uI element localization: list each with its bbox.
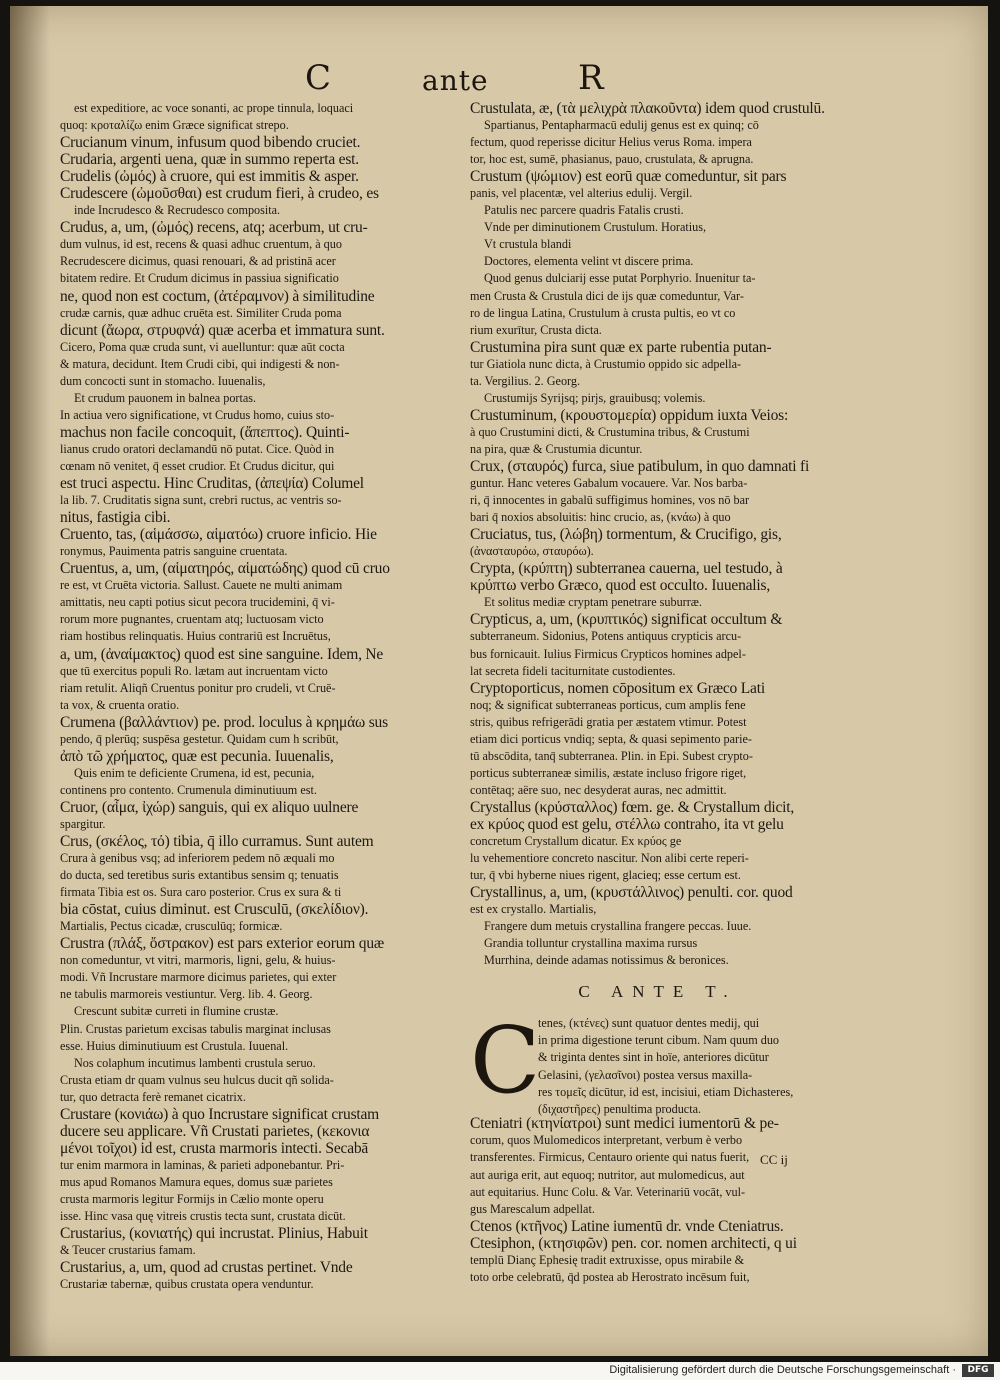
- entry-headword-line: Crystallus (κρύσταλλος) fœm. ge. & Crystallum dicit,: [470, 798, 795, 816]
- text-line: Frangere dum metuis crystallina frangere peccas. Iuue.: [484, 919, 752, 934]
- text-line: do ducta, sed teretibus suris extantibus sensim q; tenuatis: [60, 868, 339, 883]
- footer-text: Digitalisierung gefördert durch die Deutsche Forschungsgemeinschaft ·: [609, 1364, 956, 1376]
- entry-headword-line: Crustarius, a, um, quod ad crustas pertinet. Vnde: [60, 1259, 353, 1277]
- text-line: tur, quo detracta ferè remanet cicatrix.: [60, 1089, 246, 1104]
- text-line: Crura à genibus vsq; ad inferiorem pedem nō æquali mo: [60, 851, 335, 866]
- entry-headword-line: Crustum (ψώμιον) est eorū quæ comeduntur, sit pars: [470, 168, 787, 186]
- text-line: ri, q̄ innocentes in gabalū suffigimus homines, vos nō bar: [470, 493, 750, 508]
- text-line: subterraneum. Sidonius, Potens antiquus crypticis arcu-: [470, 629, 742, 644]
- text-line: in prima digestione terunt cibum. Nam quum duo: [538, 1033, 780, 1048]
- entry-headword-line: ducere seu applicare. Vñ Crustati parietes, (κεκονια: [60, 1122, 370, 1140]
- text-line: Vnde per diminutionem Crustulum. Horatius,: [484, 220, 707, 235]
- text-line: que tū exercitus populi Ro. lætam aut incruentam victo: [60, 663, 328, 678]
- entry-headword-line: Crustuminum, (κρουστομερία) oppidum iuxta Veios:: [470, 406, 789, 424]
- entry-headword-line: Crudus, a, um, (ὠμός) recens, atq; acerbum, ut cru-: [60, 219, 368, 237]
- entry-headword-line: Cruor, (αἷμα, ἰχώρ) sanguis, qui ex aliquo uulnere: [60, 798, 359, 816]
- text-line: (διχαστῆρες) penultima producta.: [538, 1101, 702, 1116]
- text-line: re est, vt Cruēta victoria. Sallust. Cauete ne multi animam: [60, 578, 343, 593]
- footer-bar: [0, 1362, 1000, 1380]
- text-line: rorum more pugnantes, cruentam atq; luctuosam victo: [60, 612, 324, 627]
- text-line: pendo, q̄ plerūq; suspēsa gestetur. Quidam cum h scribūt,: [60, 731, 339, 746]
- entry-headword-line: μένοι τοῖχοι) id est, crusta marmoris intecti. Secabā: [60, 1139, 369, 1157]
- entry-headword-line: Cteniatri (κτηνίατροι) sunt medici iumentorū & pe-: [470, 1115, 779, 1133]
- text-line: cœnam nō venitet, q̄ esset crudior. Et Crudus dicitur, qui: [60, 458, 335, 473]
- entry-headword-line: Cruciatus, tus, (λώβη) tormentum, & Crucifigo, gis,: [470, 526, 782, 544]
- text-line: bari q̄ noxios absoluitis: hinc crucio, as, (κνάω) à quo: [470, 510, 731, 525]
- text-line: gus Marescalum adpellat.: [470, 1201, 595, 1216]
- drop-cap: C: [470, 1007, 541, 1115]
- entry-headword-line: Crustarius, (κονιατής) qui incrustat. Plinius, Habuit: [60, 1225, 368, 1243]
- entry-headword-line: κρύπτω verbo Græco, quod est occulto. Iuuenalis,: [470, 577, 771, 595]
- entry-headword-line: Crypta, (κρύπτη) subterranea cauerna, uel testudo, à: [470, 560, 783, 578]
- text-line: stris, quibus refrigerādi gratia per æstatem vtimur. Potest: [470, 714, 747, 729]
- text-line: Martialis, Pectus cicadæ, crusculūq; formicæ.: [60, 919, 283, 934]
- text-line: bus fornicauit. Iulius Firmicus Crypticos homines adpel-: [470, 646, 746, 661]
- entry-headword-line: Crus, (σκέλος, τό) tibia, q̄ illo curramus. Sunt autem: [60, 833, 374, 851]
- left-column: [60, 100, 468, 1293]
- text-line: tū abscōdita, tanq̄ subterranea. Plin. in Epi. Subest crypto-: [470, 748, 753, 763]
- text-line: spargitur.: [60, 816, 106, 831]
- text-line: concretum Crystallum dicatur. Ex κρύος ge: [470, 834, 682, 849]
- text-line: inde Incrudesco & Recrudesco composita.: [74, 203, 281, 218]
- text-line: men Crusta & Crustula dici de ijs quæ comeduntur, Var-: [470, 288, 744, 303]
- text-line: ronymus, Pauimenta patris sanguine cruentata.: [60, 544, 288, 559]
- entry-headword-line: ex κρύος quod est gelu, στέλλω contraho, ita vt gelu: [470, 815, 784, 833]
- text-line: guntur. Hanc veteres Gabalum vocauere. Var. Nos barba-: [470, 476, 748, 491]
- text-line: contētaq; aëre suo, nec desyderat auras, nec admittit.: [470, 782, 727, 797]
- text-line: la lib. 7. Cruditatis signa sunt, crebri ructus, ac ventris so-: [60, 493, 342, 508]
- text-line: & Teucer crustarius famam.: [60, 1243, 196, 1258]
- right-column: [470, 100, 845, 1286]
- right-column-entries-bottom: [470, 1115, 845, 1285]
- text-line: modi. Vñ Incrustare marmore dicimus parietes, qui exter: [60, 970, 337, 985]
- text-line: est expeditiore, ac voce sonanti, ac prope tinnula, loquaci: [74, 101, 354, 115]
- running-head-left: C: [305, 58, 333, 98]
- entry-headword-line: Crystallinus, a, um, (κρυστάλλινος) penulti. cor. quod: [470, 884, 793, 902]
- text-line: (ἀνασταυρόω, σταυρόω).: [470, 544, 594, 559]
- text-line: amittatis, neu capti potius sicut pecora trucidemini, q̄ vi-: [60, 595, 335, 610]
- running-head-center: ante: [422, 64, 489, 97]
- text-line: tur, q̄ vbi hyberne niues rigent, glacieq; esse certum est.: [470, 868, 741, 883]
- text-line: dum concocti sunt in stomacho. Iuuenalis,: [60, 373, 266, 388]
- text-line: ta. Vergilius. 2. Georg.: [470, 373, 581, 388]
- text-line: corum, quos Mulomedicos interpretant, verbum è verbo: [470, 1133, 743, 1148]
- running-head-right: R: [578, 58, 605, 98]
- text-line: Gelasini, (γελασῖνοι) postea versus maxilla-: [538, 1067, 753, 1082]
- entry-headword-line: nitus, fastigia cibi.: [60, 509, 171, 527]
- text-line: transferentes. Firmicus, Centauro oriente qui natus fuerit,: [470, 1150, 750, 1165]
- text-line: Nos colaphum incutimus lambenti crustula seruo.: [74, 1055, 316, 1070]
- dropcap-lines: [538, 1015, 845, 1117]
- text-line: riam hostibus relinquatis. Huius contrariū est Incruētus,: [60, 629, 331, 644]
- text-line: Crustumijs Syrijsq; pirjs, grauibusq; volemis.: [484, 390, 706, 405]
- text-line: Cicero, Poma quæ cruda sunt, vi auelluntur: quæ aūt cocta: [60, 339, 345, 354]
- dfg-logo: DFG: [962, 1364, 994, 1377]
- entry-headword-line: dicunt (ἄωρα, στρυφνά) quæ acerba et immatura sunt.: [60, 321, 385, 339]
- entry-headword-line: Ctesiphon, (κτησιφῶν) pen. cor. nomen architecti, q ui: [470, 1234, 797, 1252]
- text-line: ne tabulis marmoreis vestiuntur. Verg. lib. 4. Georg.: [60, 987, 313, 1002]
- right-column-entries-top: [470, 100, 845, 969]
- text-line: est ex crystallo. Martialis,: [470, 902, 597, 917]
- text-line: Et solitus mediæ cryptam penetrare suburræ.: [484, 595, 702, 610]
- entry-headword-line: Crudescere (ὠμοῦσθαι) est crudum fieri, à crudeo, es: [60, 185, 379, 203]
- entry-headword-line: Crypticus, a, um, (κρυπτικός) significat occultum &: [470, 611, 783, 629]
- entry-headword-line: Crustumina pira sunt quæ ex parte rubentia putan-: [470, 338, 772, 356]
- entry-headword-line: Crustare (κονιάω) à quo Incrustare significat crustam: [60, 1105, 380, 1123]
- text-line: continens pro contento. Crumenula diminutiuum est.: [60, 782, 317, 797]
- text-line: Doctores, elementa velint vt discere prima.: [484, 254, 694, 269]
- text-line: Recrudescere dicimus, quasi renouari, & ad pristinā acer: [60, 254, 336, 269]
- entry-headword-line: Crumena (βαλλάντιον) pe. prod. loculus à κρημάω sus: [60, 713, 388, 731]
- text-line: lu vehementiore concreto nascitur. Non alibi certe reperi-: [470, 851, 749, 866]
- text-line: tur enim marmora in laminas, & parieti adponebantur. Pri-: [60, 1157, 345, 1172]
- text-line: crusta marmoris legitur Formijs in Cælio monte operu: [60, 1192, 324, 1206]
- text-line: quoq: κροταλίζω enim Græce significat strepo.: [60, 118, 289, 133]
- entry-headword-line: Crustra (πλάξ, ὄστρακον) est pars exterior eorum quæ: [60, 935, 385, 953]
- text-line: mus apud Romanos Mamura eques, domus suæ parietes: [60, 1174, 333, 1189]
- entry-headword-line: bia cōstat, cuius diminut. est Crusculū, (σκελίδιον).: [60, 901, 369, 919]
- text-line: dum vulnus, id est, recens & quasi adhuc cruentum, à quo: [60, 237, 342, 252]
- text-line: lianus crudo oratori declamandū nō putat. Cice. Quòd in: [60, 441, 335, 456]
- text-line: Crusta etiam dr quam vulnus seu hulcus ducit qñ solida-: [60, 1072, 334, 1087]
- entry-headword-line: machus non facile concoquit, (ἄπεπτος). Quinti-: [60, 423, 350, 441]
- entry-headword-line: Cruentus, a, um, (αἱματηρός, αἱματώδης) quod cū cruo: [60, 560, 390, 578]
- text-line: à quo Crustumini dicti, & Crustumina tribus, & Crustumi: [470, 424, 750, 439]
- text-line: Plin. Crustas parietum excisas tabulis marginat inclusas: [60, 1021, 331, 1036]
- text-line: esse. Huius diminutiuum est Crustula. Iuuenal.: [60, 1038, 289, 1053]
- text-line: lat secreta fideli taciturnitate custodientes.: [470, 663, 676, 678]
- text-line: Murrhina, deinde adamas notissimus & beronices.: [484, 953, 729, 968]
- text-line: na pira, quæ & Crustumia dicuntur.: [470, 441, 643, 456]
- entry-headword-line: Crudelis (ὠμός) à cruore, qui est immitis & asper.: [60, 168, 359, 186]
- entry-headword-line: Crudaria, argenti uena, quæ in summo reperta est.: [60, 151, 359, 169]
- dropcap-block: [470, 1007, 845, 1116]
- text-line: templū Dianç Ephesię tradit extruxisse, opus mirabile &: [470, 1252, 745, 1267]
- text-line: porticus subterraneæ similis, æstate incluso frigore riget,: [470, 765, 747, 780]
- text-line: Et crudum pauonem in balnea portas.: [74, 390, 257, 405]
- text-line: Quod genus dulciarij esse putat Porphyrio. Inuenitur ta-: [484, 271, 756, 286]
- text-line: etiam dici porticus vndiq; septa, & quasi sepimento parie-: [470, 731, 752, 746]
- text-line: rium exurītur, Crusta dicta.: [470, 322, 602, 337]
- section-heading: C ANTE T.: [578, 982, 737, 1002]
- entry-headword-line: ἀπὸ τῶ χρήματος, quæ est pecunia. Iuuenalis,: [60, 747, 334, 765]
- spine-shadow: [10, 6, 50, 1356]
- entry-headword-line: est truci aspectu. Hinc Cruditas, (ἀπεψία) Columel: [60, 475, 364, 493]
- text-line: Patulis nec parcere quadris Fatalis crusti.: [484, 203, 684, 218]
- text-line: toto orbe celebratū, q̄d postea ab Herostrato incēsum fuit,: [470, 1269, 750, 1284]
- entry-headword-line: Crucianum vinum, infusum quod bibendo cruciet.: [60, 134, 361, 152]
- text-line: Grandia tolluntur crystallina maxima rursus: [484, 936, 698, 951]
- text-line: Vt crustula blandi: [484, 237, 572, 252]
- text-line: Quis enim te deficiente Crumena, id est, pecunia,: [74, 765, 315, 780]
- text-line: non comeduntur, vt vitri, marmoris, ligni, gelu, & huius-: [60, 953, 336, 968]
- signature-mark: CC ij: [760, 1152, 788, 1167]
- text-line: & triginta dentes sint in hoïe, anteriores dicūtur: [538, 1050, 769, 1065]
- text-line: ro de lingua Latina, Crustulum à crusta pultis, eo vt co: [470, 305, 736, 320]
- text-line: In actiua vero significatione, vt Crudus homo, cuius sto-: [60, 407, 335, 422]
- text-line: ta vox, & cruenta oratio.: [60, 697, 180, 712]
- entry-headword-line: a, um, (ἀναίμακτος) quod est sine sanguine. Idem, Ne: [60, 645, 384, 663]
- text-line: tenes, (κτένες) sunt quatuor dentes medij, qui: [538, 1016, 760, 1031]
- text-line: aut equitarius. Hunc Colu. & Var. Veterinariū vocāt, vul-: [470, 1184, 746, 1199]
- entry-headword-line: Cryptoporticus, nomen cōpositum ex Græco Lati: [470, 679, 765, 697]
- entry-headword-line: ne, quod non est coctum, (ἀτέραμνον) à similitudine: [60, 287, 375, 305]
- text-line: noq; & significat subterraneas porticus, cum amplis fene: [470, 697, 746, 712]
- text-line: bitatem redire. Et Crudum dicimus in passiua significatio: [60, 271, 339, 286]
- text-line: & matura, decidunt. Item Crudi cibi, qui indigesti & non-: [60, 356, 340, 371]
- entry-headword-line: Crux, (σταυρός) furca, siue patibulum, in quo damnati fi: [470, 457, 810, 475]
- text-line: panis, vel placentæ, vel alterius edulij. Vergil.: [470, 186, 693, 201]
- text-line: tur Giatiola nunc dicta, à Crustumio oppido sic adpella-: [470, 356, 742, 371]
- text-line: Crustariæ tabernæ, quibus crustata opera venduntur.: [60, 1277, 314, 1292]
- entry-headword-line: Crustulata, æ, (τὰ μελιχρὰ πλακοῦντα) idem quod crustulū.: [470, 100, 825, 117]
- entry-headword-line: Cruento, tas, (αἱμάσσω, αἱματόω) cruore inficio. Hie: [60, 526, 377, 544]
- text-line: Spartianus, Pentapharmacū edulij genus est ex quinq; cō: [484, 118, 759, 133]
- text-line: aut auriga erit, aut equoq; nutritor, aut mulomedicus, aut: [470, 1167, 745, 1182]
- text-line: res τομεῖς dicūtur, id est, incisiui, etiam Dichasteres,: [538, 1084, 794, 1099]
- text-line: Crescunt subitæ curreti in flumine crustæ.: [74, 1004, 279, 1019]
- text-line: fectum, quod reperisse dicitur Helius verus Roma. impera: [470, 135, 752, 150]
- text-line: tor, hoc est, sumē, phasianus, pauo, crustulata, & aprugna.: [470, 152, 754, 167]
- text-line: isse. Hinc vasa quę vitreis crustis tecta sunt, crustata dicūt.: [60, 1209, 346, 1224]
- text-line: riam retulit. Aliqñ Cruentus ponitur pro crudeli, vt Cruē-: [60, 680, 336, 695]
- entry-headword-line: Ctenos (κτῆνος) Latine iumentū dr. vnde Cteniatrus.: [470, 1217, 784, 1235]
- text-line: firmata Tibia est os. Sura caro posterior. Crus ex sura & ti: [60, 885, 342, 900]
- text-line: crudæ carnis, quæ adhuc cruēta est. Similiter Cruda poma: [60, 305, 342, 320]
